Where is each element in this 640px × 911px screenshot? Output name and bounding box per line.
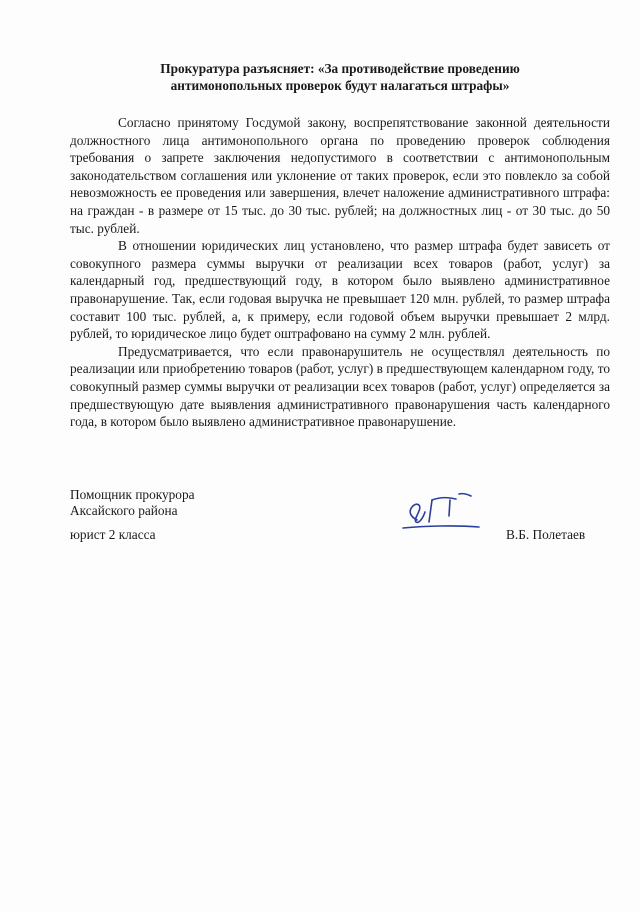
signer-rank: юрист 2 класса [70,527,156,542]
paragraph-1: Согласно принятому Госдумой закону, воспрепятствование законной деятельности должностного лица антимонопольного органа по проведению проверок соблюдения требования о запрете заключения недопустимого в соответствии с антимонопольным законодательством соглашения или уклонение от таких проверок, если это повлекло за собой невозможность ее проведения или завершения, влечет наложение административного штрафа: на граждан - в размере от 15 тыс. до 30 тыс. рублей; на должностных лиц - от 30 тыс. до 50 тыс. рублей. [70,115,610,236]
signer-position [70,487,195,519]
document-title [70,60,610,94]
title-line-2: антимонопольных проверок будут налагаться штрафы» [170,78,510,93]
signer-name: В.Б. Полетаев [506,527,586,542]
document-body [70,114,610,431]
title-line-1: Прокуратура разъясняет: «За противодействие проведению [160,61,520,76]
signature-icon [395,484,495,536]
signer-position-line-1: Помощник прокурора [70,487,195,502]
paragraph-3: Предусматривается, что если правонарушитель не осуществлял деятельность по реализации или приобретению товаров (работ, услуг) в предшествующем календарном году, то совокупный размер суммы выручки от реализации всех товаров (работ, услуг) определяется за предшествующую дате выявления административного правонарушения часть календарного года, в котором было выявлено административное правонарушение. [70,343,610,430]
handwritten-signature [395,484,495,536]
signer-position-line-2: Аксайского района [70,503,178,518]
paragraph-2: В отношении юридических лиц установлено, что размер штрафа будет зависеть от совокупного размера суммы выручки от реализации всех товаров (работ, услуг) за календарный год, предшествующий году, в котором было выявлено административное правонарушение. Так, если годовая выручка не превышает 120 млн. рублей, то размер штрафа составит 100 тыс. рублей, а, к примеру, если годовой объем выручки превышает 2 млрд. рублей, то юридическое лицо будет оштрафовано на сумму 2 млн. рублей. [70,238,610,342]
